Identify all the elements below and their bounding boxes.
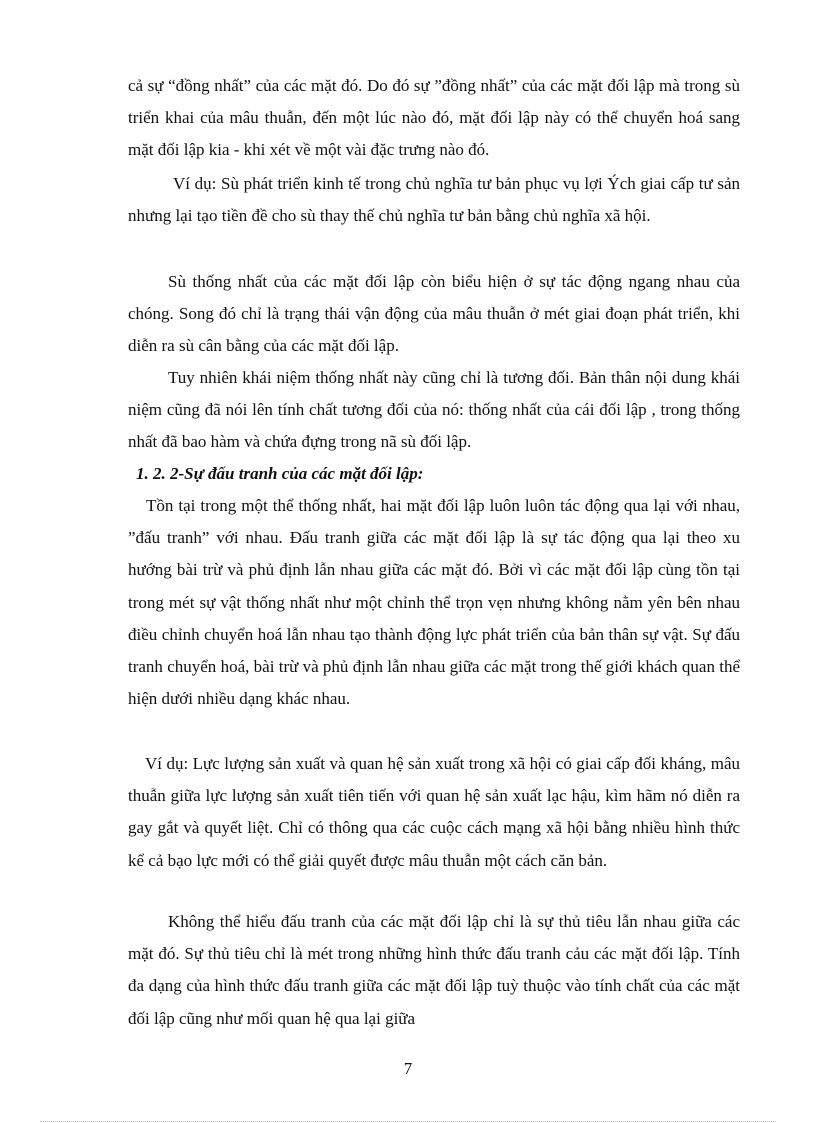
paragraph-unity-balance: Sù thống nhất của các mặt đối lập còn biểu hiện ở sự tác động ngang nhau của chóng. Song đó chỉ là trạng thái vận động của mâu thuẫn ở mét giai đoạn phát triển, khi diễn ra sù cân bằng của các mặt đối lập. <box>128 272 740 356</box>
paragraph-relative-unity: Tuy nhiên khái niệm thống nhất này cũng chỉ là tương đối. Bản thân nội dung khái niệm cũng đã nói lên tính chất tương đối của nó: thống nhất của cái đối lập , trong thống nhất đã bao hàm và chứa đựng trong nã sù đối lập. <box>128 368 740 452</box>
paragraph-identity-transformation: cả sự “đồng nhất” của các mặt đó. Do đó sự ”đồng nhất” của các mặt đối lập mà trong sù triển khai của mâu thuẫn, đến một lúc nào đó, mặt đối lập này có thể chuyển hoá sang mặt đối lập kia - khi xét về một vài đặc trưng nào đó. <box>128 76 740 160</box>
page-bottom-rule <box>40 1121 776 1122</box>
paragraph-example-capitalism: Ví dụ: Sù phát triển kinh tế trong chủ nghĩa tư bản phục vụ lợi Ých giai cấp tư sản nhưng lại tạo tiền đề cho sù thay thế chủ nghĩa tư bản bằng chủ nghĩa xã hội. <box>128 174 740 226</box>
paragraph-example-production: Ví dụ: Lực lượng sản xuất và quan hệ sản xuất trong xã hội có giai cấp đối kháng, mâu thuẫn giữa lực lượng sản xuất tiên tiến với quan hệ sản xuất lạc hậu, kìm hãm nó diễn ra gay gắt và quyết liệt. Chỉ có thông qua các cuộc cách mạng xã hội bằng nhiều hình thức kể cả bạo lực mới có thể giải quyết được mâu thuẫn một cách căn bản. <box>128 754 740 870</box>
paragraph-forms-of-struggle: Không thể hiểu đấu tranh của các mặt đối lập chỉ là sự thủ tiêu lẫn nhau giữa các mặt đó. Sự thủ tiêu chỉ là mét trong những hình thức đấu tranh cảu các mặt đối lập. Tính đa dạng của hình thức đấu tranh giữa các mặt đối lập tuỳ thuộc vào tính chất của các mặt đối lập cũng như mối quan hệ qua lại giữa <box>128 912 740 1028</box>
paragraph-struggle-definition: Tồn tại trong một thể thống nhất, hai mặt đối lập luôn luôn tác động qua lại với nhau, ”đấu tranh” với nhau. Đấu tranh giữa các mặt đối lập là sự tác động qua lại theo xu hướng bài trừ và phủ định lẫn nhau giữa các mặt đó. Bởi vì các mặt đối lập cùng tồn tại trong mét sự vật thống nhất như một chỉnh thể trọn vẹn nhưng không nằm yên bên nhau điều chỉnh chuyển hoá lẫn nhau tạo thành động lực phát triển của bản thân sự vật. Sự đấu tranh chuyển hoá, bài trừ và phủ định lẫn nhau giữa các mặt trong thế giới khách quan thể hiện dưới nhiều dạng khác nhau. <box>128 496 740 709</box>
page-number: 7 <box>403 1059 413 1078</box>
section-heading: 1. 2. 2-Sự đấu tranh của các mặt đối lập: <box>136 464 424 483</box>
